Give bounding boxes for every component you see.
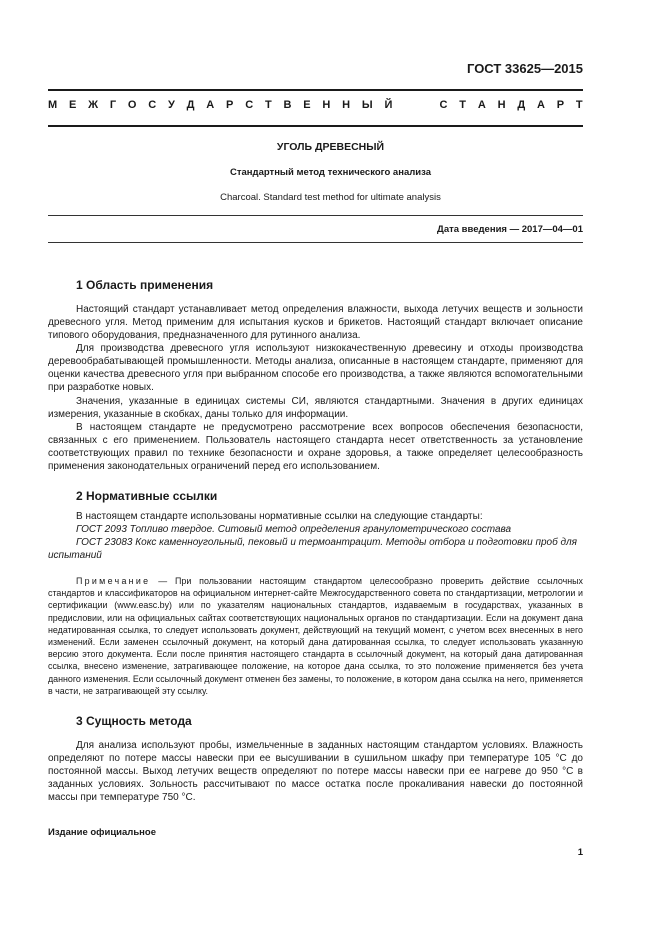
interstate-standard-banner (48, 99, 583, 111)
banner-letter: Н (342, 99, 351, 111)
banner-letter: Н (497, 99, 506, 111)
section-2-heading: 2 Нормативные ссылки (76, 489, 218, 503)
banner-letter: Ж (88, 99, 99, 111)
note-paragraph (48, 575, 583, 697)
document-number: ГОСТ 33625—2015 (467, 61, 583, 76)
note-text: — При пользовании настоящим стандартом целесообразно проверить действие ссылочных стандартов и классификаторов на официальном интернет-сайте Межгосударственного совета по стандартизации, метрологии и сертификации (www.easc.by) или по указателям национальных стандартов, издаваемым в государствах, указанных в предисловии, или на официальных сайтах соответствующих национальных органов по стандартизации. Если на документ дана недатированная ссылка, то следует использовать документ, действующий на текущий момент, с учетом всех внесенных в него изменений. Если заменен ссылочный документ, на который дана датированная ссылка, то следует использовать указанную версию этого документа. Если после принятия настоящего стандарта в ссылочный документ, на который дана датированная ссылка, внесено изменение, затрагивающее положение, на которое дана ссылка, то это положение применяется без учета данного изменения. Если ссылочный документ отменен без замены, то положение, в котором дана ссылка на него, применяется в части, не затрагивающей эту ссылку. (48, 576, 583, 696)
document-subtitle: Стандартный метод технического анализа (230, 167, 431, 178)
banner-letter: А (536, 99, 545, 111)
section-1-paragraph-3: Значения, указанные в единицах системы СИ, являются стандартными. Значения в других единицах измерения, указанные в скобках, даны только для информации. (48, 396, 583, 420)
section-3-paragraph-1: Для анализа используют пробы, измельченные в заданных настоящим стандартом условиях. Влажность определяют по потере массы навески при ее высушивании в сушильном шкафу при температуре 105 °С до постоянной массы. Выход летучих веществ определяют по потере массы навески при ее нагреве до 950 °С в заданных условиях. Зольность рассчитывают по массе остатка после прокаливания навески до постоянной массы при температуре 750 °С. (48, 740, 583, 803)
banner-letter: Ы (361, 99, 373, 111)
page-number: 1 (577, 847, 583, 858)
normative-reference-2: ГОСТ 23083 Кокс каменноугольный, пековый и термоантрацит. Методы отбора и подготовки проб для испытаний (48, 537, 578, 561)
header-rule-bottom (48, 125, 583, 127)
introduction-date: Дата введения — 2017—04—01 (437, 224, 583, 235)
banner-letter: Т (575, 99, 583, 111)
document-title: УГОЛЬ ДРЕВЕСНЫЙ (276, 141, 385, 153)
banner-letter: Т (264, 99, 272, 111)
section-1-paragraph-1: Настоящий стандарт устанавливает метод определения влажности, выхода летучих веществ и зольности древесного угля. Метод применим для испытания кусков и брикетов. Настоящий стандарт включает описание типового оборудования, предназначенного для рутинного анализа. (48, 304, 583, 341)
english-title: Charcoal. Standard test method for ultimate analysis (220, 192, 441, 203)
section-3-heading: 3 Сущность метода (76, 714, 192, 728)
section-1-paragraph-2: Для производства древесного угля используют низкокачественную древесину и отходы производства деревообрабатывающей промышленности. Методы анализа, описанные в настоящем стандарте, применяют для оценки качества древесного угля при выбранном способе его производства, а также являются вспомогательными при разработке новых. (48, 343, 583, 393)
banner-letter: Д (186, 99, 195, 111)
banner-letter: М (48, 99, 58, 111)
banner-letter: С (439, 99, 448, 111)
banner-letter: Р (556, 99, 565, 111)
banner-letter: Е (68, 99, 77, 111)
section-2-paragraph-1: В настоящем стандарте использованы нормативные ссылки на следующие стандарты: (76, 511, 483, 522)
section-1-heading: 1 Область применения (76, 278, 214, 292)
banner-letter: Е (303, 99, 311, 111)
section-1-paragraph-4: В настоящем стандарте не предусмотрено рассмотрение всех вопросов обеспечения безопасности, связанных с его применением. Пользователь настоящего стандарта несет ответственность за установление соответствующих правил по технике безопасности и охране здоровья, а также определяет целесообразность применения законодательных ограничений перед его использованием. (48, 422, 583, 472)
banner-letter: О (127, 99, 137, 111)
official-edition-label: Издание официальное (48, 827, 156, 838)
banner-letter: Г (109, 99, 117, 111)
banner-letter: Н (322, 99, 331, 111)
banner-letter: В (283, 99, 292, 111)
banner-letter: С (245, 99, 254, 111)
header-rule-top (48, 89, 583, 91)
banner-letter: Р (226, 99, 234, 111)
note-label: Примечание (76, 576, 151, 586)
banner-letter: Д (517, 99, 526, 111)
banner-letter: Т (459, 99, 467, 111)
banner-letter: У (168, 99, 175, 111)
banner-letter: С (148, 99, 157, 111)
normative-reference-1: ГОСТ 2093 Топливо твердое. Ситовый метод определения гранулометрического состава (76, 524, 512, 535)
title-rule-top (48, 215, 583, 216)
banner-letter: Й (384, 99, 393, 111)
title-rule-bottom (48, 242, 583, 243)
banner-letter: А (206, 99, 215, 111)
banner-letter: А (477, 99, 486, 111)
